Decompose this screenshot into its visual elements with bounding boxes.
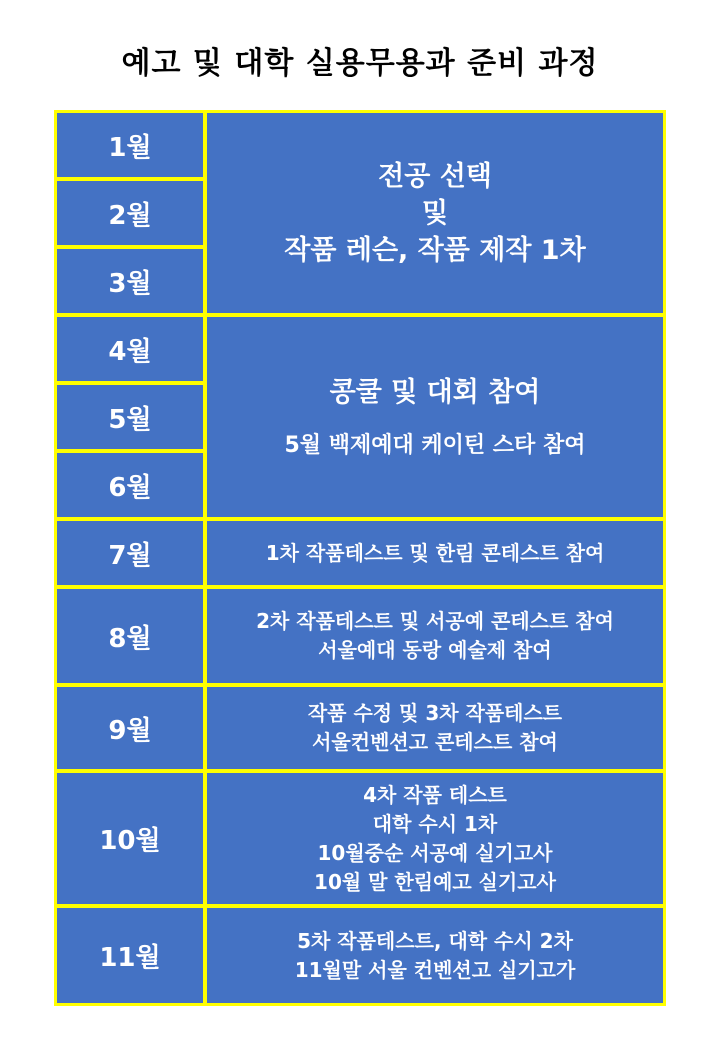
plan-detail: 5월 백제예대 케이틴 스타 참여 — [284, 433, 586, 458]
plan-line: 10월 말 한림예고 실기고사 — [314, 869, 556, 894]
plan-line: 4차 작품 테스트 — [363, 782, 507, 807]
plan-line: 작품 수정 및 3차 작품테스트 — [307, 701, 563, 725]
schedule-table — [54, 110, 666, 1006]
plan-line: 2차 작품테스트 및 서공예 콘테스트 참여 — [256, 609, 614, 633]
month-cell-oct: 10월 — [57, 773, 203, 904]
plan-line: 5차 작품테스트, 대학 수시 2차 — [297, 928, 573, 953]
plan-line: 11월말 서울 컨벤션고 실기고가 — [294, 957, 576, 982]
plan-cell-aug — [207, 589, 663, 683]
plan-line: 전공 선택 — [378, 160, 492, 192]
plan-cell-apr-jun — [207, 317, 663, 517]
plan-cell-jan-mar — [207, 113, 663, 313]
plan-cell-oct — [207, 773, 663, 904]
month-cell-jan: 1월 — [57, 113, 203, 177]
plan-line: 10월중순 서공예 실기고사 — [317, 840, 553, 865]
month-cell-jul: 7월 — [57, 521, 203, 585]
month-cell-mar: 3월 — [57, 249, 203, 313]
month-cell-nov: 11월 — [57, 908, 203, 1003]
plan-line: 작품 레슨, 작품 제작 1차 — [284, 234, 586, 266]
plan-cell-jul — [207, 521, 663, 585]
plan-line: 서울예대 동랑 예술제 참여 — [318, 638, 552, 662]
plan-cell-nov — [207, 908, 663, 1003]
month-cell-jun: 6월 — [57, 453, 203, 517]
plan-line: 서울컨벤션고 콘테스트 참여 — [312, 730, 558, 754]
month-cell-may: 5월 — [57, 385, 203, 449]
plan-heading: 콩쿨 및 대회 참여 — [329, 377, 541, 408]
plan-line: 대학 수시 1차 — [372, 811, 498, 836]
page-title: 예고 및 대학 실용무용과 준비 과정 — [121, 46, 599, 81]
month-cell-aug: 8월 — [57, 589, 203, 683]
plan-line: 1차 작품테스트 및 한림 콘테스트 참여 — [265, 540, 605, 565]
plan-cell-sep — [207, 687, 663, 769]
month-cell-sep: 9월 — [57, 687, 203, 769]
month-cell-feb: 2월 — [57, 181, 203, 245]
plan-line: 및 — [421, 197, 449, 229]
month-cell-apr: 4월 — [57, 317, 203, 381]
